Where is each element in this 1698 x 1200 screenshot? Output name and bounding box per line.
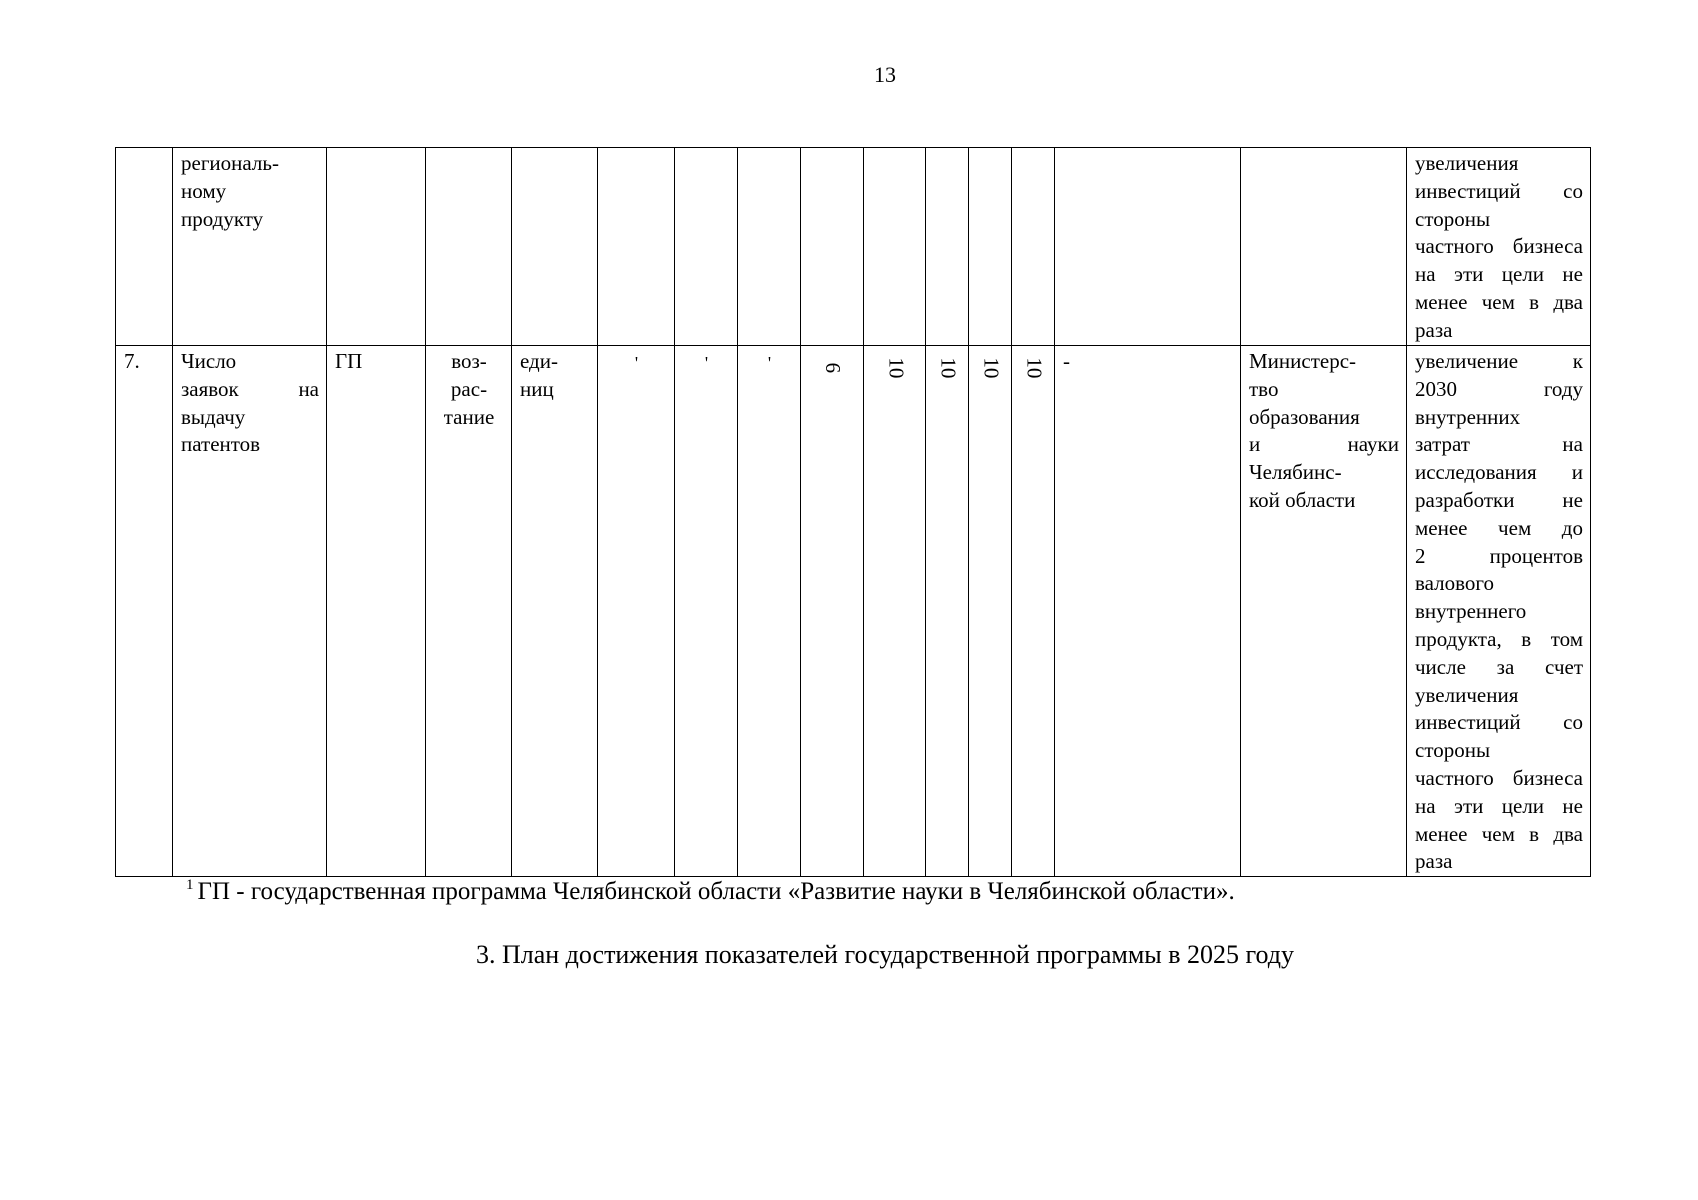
indicator-name-cell [173, 346, 327, 877]
note-cell [1407, 148, 1591, 346]
row-number-cell: 7. [116, 346, 173, 877]
note-line: раза [1415, 849, 1453, 874]
value-cell [801, 346, 864, 877]
value-cell: ' [598, 346, 675, 877]
note-line: стороны [1415, 738, 1491, 763]
direction-cell [426, 148, 512, 346]
note-line: инвестиций со [1415, 710, 1583, 735]
direction-line: тание [443, 404, 495, 429]
note-line: на эти цели не [1415, 262, 1583, 287]
note-line: менее чем в два [1415, 821, 1583, 846]
note-line: продукта, в том [1415, 626, 1583, 651]
responsible-line: кой области [1249, 487, 1356, 512]
note-line: разработки не [1415, 487, 1583, 512]
value-cell [738, 148, 801, 346]
note-line: увеличения [1415, 682, 1519, 707]
indicator-name-line: региональ- [181, 151, 279, 175]
note-line: раза [1415, 317, 1453, 342]
note-line: менее чем в два [1415, 289, 1583, 314]
table-row [116, 148, 1591, 346]
responsible-line: и науки [1249, 432, 1399, 457]
unit-cell [512, 148, 598, 346]
value-cell [598, 148, 675, 346]
note-line: инвестиций со [1415, 178, 1583, 203]
footnote-marker: 1 [186, 877, 194, 893]
section-title: 3. План достижения показателей государственной программы в 2025 году [475, 940, 1295, 969]
page-number: 13 [874, 62, 896, 87]
rotated-value: 10 [1022, 357, 1047, 379]
unit-line: ниц [520, 376, 554, 401]
note-line: частного бизнеса [1415, 234, 1583, 259]
document-cell: - [1055, 346, 1241, 877]
value-cell [864, 148, 926, 346]
responsible-cell [1241, 346, 1407, 877]
value-cell [864, 346, 926, 877]
value-cell: ' [675, 346, 738, 877]
note-line: менее чем до [1415, 515, 1583, 540]
note-line: внутреннего [1415, 599, 1527, 624]
indicator-name-cell [173, 148, 327, 346]
row-number-cell [116, 148, 173, 346]
value-cell [675, 148, 738, 346]
footnote [186, 877, 1235, 906]
program-cell [327, 148, 426, 346]
indicator-name-line: продукту [181, 206, 264, 231]
indicators-table [115, 147, 1591, 877]
unit-cell [512, 346, 598, 877]
direction-cell [426, 346, 512, 877]
indicator-name-line: выдачу [181, 404, 246, 429]
responsible-line: Челябинс- [1249, 460, 1342, 485]
value-cell [969, 346, 1012, 877]
indicator-name-line: патентов [181, 432, 261, 457]
note-line: увеличение к [1415, 349, 1583, 373]
program-cell: ГП [327, 346, 426, 877]
note-cell [1407, 346, 1591, 877]
value-cell [801, 148, 864, 346]
indicator-name-line: Число [181, 349, 237, 373]
table-row [116, 346, 1591, 877]
value-cell [1012, 148, 1055, 346]
value-cell [926, 346, 969, 877]
rotated-value: 10 [936, 357, 961, 379]
rotated-value: 10 [883, 357, 908, 379]
note-line: стороны [1415, 206, 1491, 231]
note-line: внутренних [1415, 404, 1521, 429]
value-cell [1012, 346, 1055, 877]
responsible-line: тво [1249, 376, 1279, 401]
responsible-line: образования [1249, 404, 1360, 429]
note-line: исследования и [1415, 460, 1583, 485]
responsible-cell [1241, 148, 1407, 346]
unit-line: еди- [520, 349, 558, 373]
note-line: числе за счет [1415, 654, 1583, 679]
direction-line: рас- [450, 376, 488, 401]
indicator-name-line: заявок на [181, 376, 319, 401]
document-cell [1055, 148, 1241, 346]
value-cell [969, 148, 1012, 346]
rotated-value: 6 [821, 362, 846, 374]
note-line: затрат на [1415, 432, 1583, 457]
direction-line: воз- [451, 349, 487, 373]
value-cell: ' [738, 346, 801, 877]
note-line: увеличения [1415, 151, 1519, 175]
footnote-text: ГП - государственная программа Челябинской области «Развитие науки в Челябинской области». [197, 878, 1235, 905]
note-line: на эти цели не [1415, 793, 1583, 818]
value-cell [926, 148, 969, 346]
note-line: 2030 году [1415, 376, 1583, 401]
indicator-name-line: ному [181, 178, 227, 203]
responsible-line: Министерс- [1249, 349, 1357, 373]
rotated-value: 10 [979, 357, 1004, 379]
note-line: частного бизнеса [1415, 765, 1583, 790]
note-line: валового [1415, 571, 1494, 596]
note-line: 2 процентов [1415, 543, 1583, 568]
